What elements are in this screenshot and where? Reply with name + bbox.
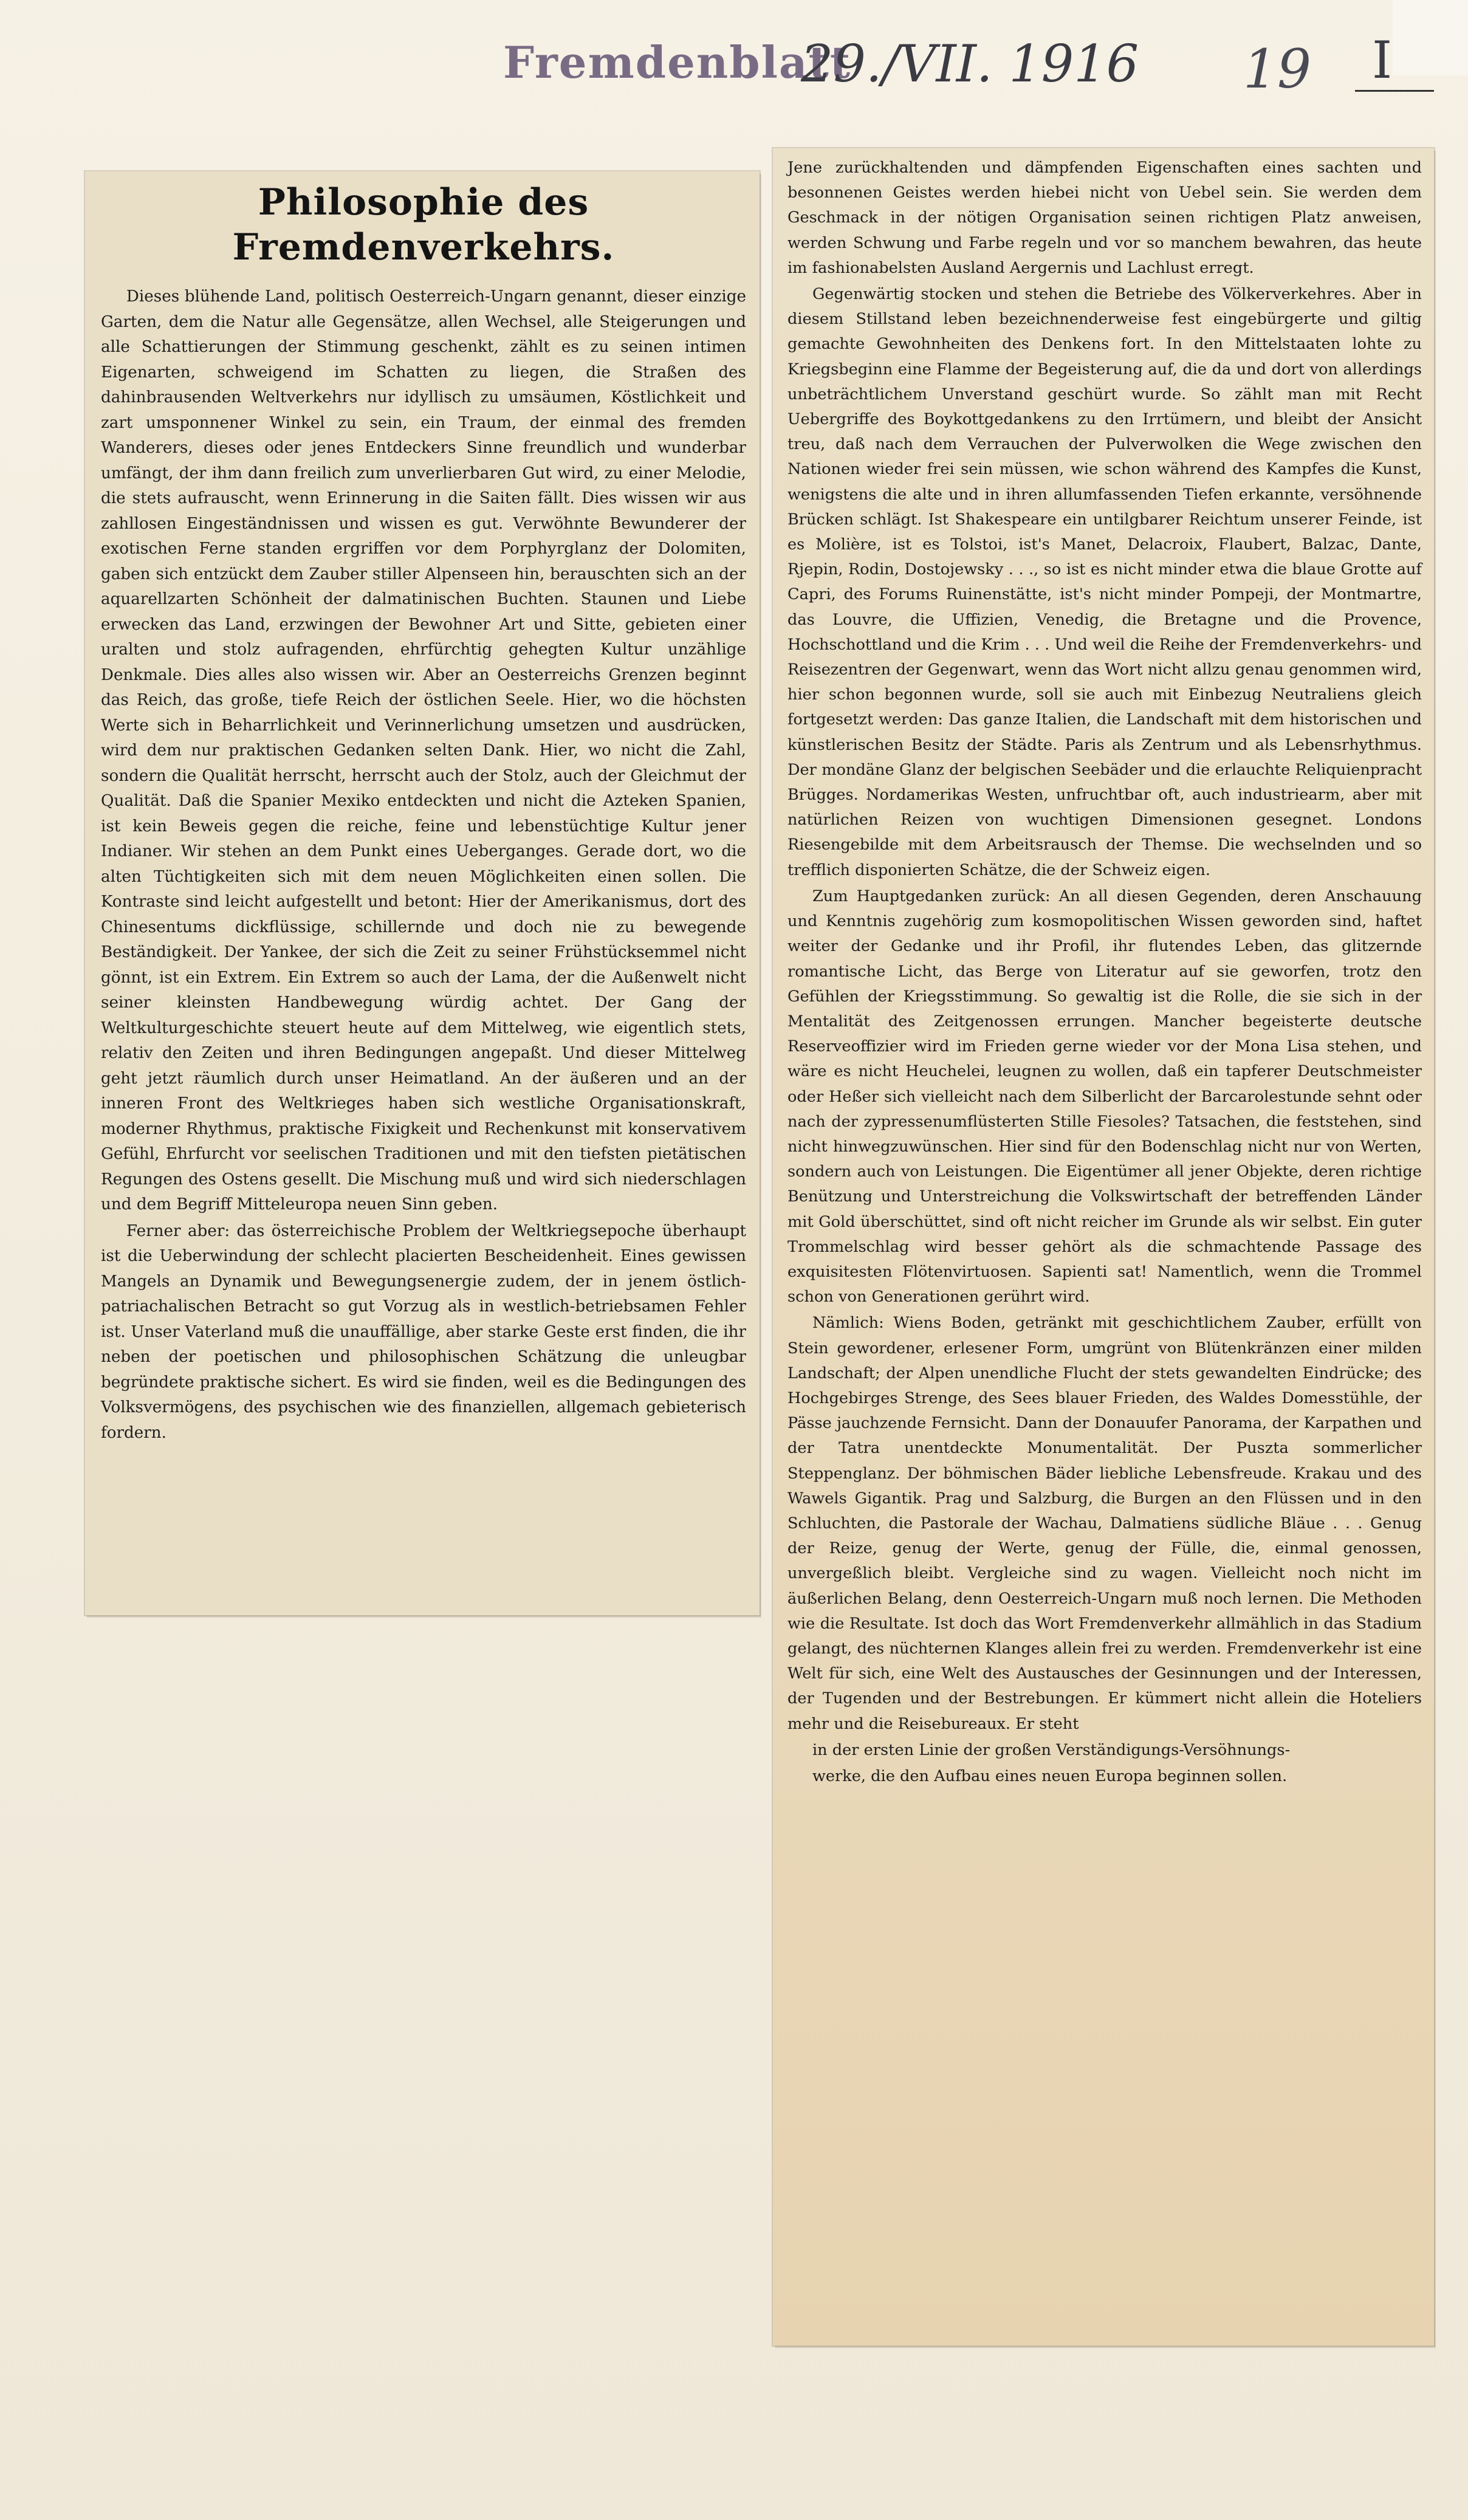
newspaper-stamp: Fremdenblatt xyxy=(503,36,852,88)
clipping-left-column xyxy=(85,171,760,1615)
article-title: Philosophie des Fremdenverkehrs. xyxy=(232,181,615,269)
closing-line: werke, die den Aufbau eines neuen Europa beginnen sollen. xyxy=(812,1767,1288,1785)
paragraph: Dieses blühende Land, politisch Oesterreich-Ungarn genannt, dieser einzige Garten, dem die Natur alle Gegensätze, allen Wechsel, alle Steigerungen und alle Schattierungen der Stimmung geschenkt, zählt es zu seinen intimen Eigenarten, schweigend im Schatten zu liegen, die Straßen des dahinbrausenden Weltverkehrs nur idyllisch zu umsäumen, Köstlichkeit und zart umsponnener Winkel zu sein, ein Traum, der einmal des fremden Wanderers, dieses oder jenes Entdeckers Sinne freundlich und wunderbar umfängt, der ihm dann freilich zum unverlierbaren Gut wird, zu einer Melodie, die stets aufrauscht, wenn Erinnerung in die Saiten fällt. Dies wissen wir aus zahllosen Eingeständnissen und wissen es gut. Verwöhnte Bewunderer der exotischen Ferne standen ergriffen vor dem Porphyrglanz der Dolomiten, gaben sich entzückt dem Zauber stiller Alpenseen hin, berauschten sich an der aquarellzarten Schönheit der dalmatinischen Buchten. Staunen und Liebe erwecken das Land, erzwingen der Bewohner Art und Sitte, gebieten einer uralten und stolz aufragenden, ehrfürchtig gehegten Kultur unzählige Denkmale. Dies alles also wissen wir. Aber an Oesterreichs Grenzen beginnt das Reich, das große, tiefe Reich der östlichen Seele. Hier, wo die höchsten Werte sich in Beharrlichkeit und Verinnerlichung umsetzen und ausdrücken, wird dem nur praktischen Gedanken selten Dank. Hier, wo nicht die Zahl, sondern die Qualität herrscht, herrscht auch der Stolz, auch der Gleichmut der Qualität. Daß die Spanier Mexiko entdeckten und nicht die Azteken Spanien, ist kein Beweis gegen die reiche, feine und lebenstüchtige Kultur jener Indianer. Wir stehen an dem Punkt eines Ueberganges. Gerade dort, wo die alten Tüchtigkeiten sich mit dem neuen Möglichkeiten einen sollen. Die Kontraste sind leicht aufgestellt und betont: Hier der Amerikanismus, dort des Chinesentums dickflüssige, schillernde und doch nie zu bewegende Beständigkeit. Der Yankee, der sich die Zeit zu seiner Frühstücksemmel nicht gönnt, ist ein Extrem. Ein Extrem so auch der Lama, der die Außenwelt nicht seiner kleinsten Handbewegung würdig achtet. Der Gang der Weltkulturgeschichte steuert heute auf dem Mittelweg, wie eigentlich stets, relativ den Zeiten und ihren Bedingungen angepaßt. Und dieser Mittelweg geht jetzt räumlich durch unser Heimatland. An der äußeren und an der inneren Front des Weltkrieges haben sich westliche Organisationskraft, moderner Rhythmus, praktische Fixigkeit und Rechenkunst mit konservativem Gefühl, Ehrfurcht vor seelischen Traditionen und mit den tiefsten pietätischen Regungen des Ostens gesellt. Die Mischung muß und wird sich niederschlagen und dem Begriff Mitteleuropa neuen Sinn geben. xyxy=(101,287,746,1214)
paragraph: Gegenwärtig stocken und stehen die Betriebe des Völkerverkehres. Aber in diesem Stillstand leben bezeichnenderweise fest eingebürgerte und giltig gemachte Gewohnheiten des Denkens fort. In den Mittelstaaten lohte zu Kriegsbeginn eine Flamme der Begeisterung auf, die da und dort von allerdings unbeträchtlichem Unverstand geschürt wurde. So zählt man mit Recht Uebergriffe des Boykottgedankens zu den Irrtümern, und bleibt der Ansicht treu, daß nach dem Verrauchen der Pulverwolken die Wege zwischen den Nationen wieder frei sein müssen, wie schon während des Kampfes die Kunst, wenigstens die alte und in ihren allumfassenden Tiefen erkannte, versöhnende Brücken schlägt. Ist Shakespeare ein untilgbarer Reichtum unserer Feinde, ist es Molière, ist es Tolstoi, ist's Manet, Delacroix, Flaubert, Balzac, Dante, Rjepin, Rodin, Dostojewsky . . ., so ist es nicht minder etwa die blaue Grotte auf Capri, des Forums Ruinenstätte, ist's nicht minder Pompeji, der Montmartre, das Louvre, die Uffizien, Venedig, die Bretagne und die Provence, Hochschottland und die Krim . . . Und weil die Reihe der Fremdenverkehrs- und Reisezentren der Gegenwart, wenn das Wort nicht allzu genau genommen wird, hier schon begonnen wurde, soll sie auch mit Einbezug Neutraliens gleich fortgesetzt werden: Das ganze Italien, die Landschaft mit dem historischen und künstlerischen Besitz der Städte. Paris als Zentrum und als Lebensrhythmus. Der mondäne Glanz der belgischen Seebäder und die erlauchte Reliquienpracht Brügges. Nordamerikas Westen, unfruchtbar oft, auch industriearm, aber mit natürlichen Reizen von wuchtigen Dimensionen gesegnet. Londons Riesengebilde mit dem Arbeitsrausch der Themse. Die wechselnden und so trefflich disponierten Schätze, die der Schweiz eigen. xyxy=(787,285,1422,879)
clipping-right-column xyxy=(773,148,1434,2346)
paragraph: Nämlich: Wiens Boden, getränkt mit geschichtlichem Zauber, erfüllt von Stein gewordener, erlesener Form, umgrünt von Blütenkränzen einer milden Landschaft; der Alpen unendliche Flucht der stets gewandelten Eindrücke; des Hochgebirges Strenge, des Sees blauer Frieden, des Waldes Domesstühle, der Pässe jauchzende Fernsicht. Dann der Donauufer Panorama, der Karpathen und der Tatra unentdeckte Monumentalität. Der Puszta sommerlicher Steppenglanz. Der böhmischen Bäder liebliche Lebensfreude. Krakau und des Wawels Gigantik. Prag und Salzburg, die Burgen an den Flüssen und in den Schluchten, die Pastorale der Wachau, Dalmatiens südliche Bläue . . . Genug der Reize, genug der Werte, genug der Fülle, die, einmal genossen, unvergeßlich bleibt. Vergleiche sind zu wagen. Vielleicht noch nicht im äußerlichen Belang, denn Oesterreich-Ungarn muß noch lernen. Die Methoden wie die Resultate. Ist doch das Wort Fremdenverkehr allmählich in das Stadium gelangt, des nüchternen Klanges allein frei zu werden. Fremdenverkehr ist eine Welt für sich, eine Welt des Austausches der Gesinnungen und der Interessen, der Tugenden und der Bestrebungen. Er kümmert nicht allein die Hoteliers mehr und die Reisebureaux. Er steht xyxy=(787,1314,1422,1733)
paragraph: Ferner aber: das österreichische Problem der Weltkriegsepoche überhaupt ist die Ueberwindung der schlecht placierten Bescheidenheit. Eines gewissen Mangels an Dynamik und Bewegungsenergie zudem, der in jenem östlich-patriachalischen Betracht so gut Vorzug als in westlich-betriebsamen Fehler ist. Unser Vaterland muß die unauffällige, aber starke Geste erst finden, die ihr neben der poetischen und philosophischen Schätzung die unleugbar begründete praktische sichert. Es wird sie finden, weil es die Bedingungen des Volksvermögens, des psychischen wie des finanziellen, allgemach gebieterisch fordern. xyxy=(101,1221,746,1442)
header-rule xyxy=(1355,90,1434,92)
folio-number: 19 xyxy=(1243,38,1311,100)
handwritten-date: 29./VII. 1916 xyxy=(801,34,1139,94)
roman-numeral: I xyxy=(1372,30,1393,90)
paragraph: Jene zurückhaltenden und dämpfenden Eigenschaften eines sachten und besonnenen Geistes werden hiebei nicht von Uebel sein. Sie werden dem Geschmack in der nötigen Organisation seinen richtigen Platz anweisen, werden Schwung und Farbe regeln und vor so manchem bewahren, das heute im fashionabelsten Ausland Aergernis und Lachlust erregt. xyxy=(787,159,1422,277)
paragraph: Zum Hauptgedanken zurück: An all diesen Gegenden, deren Anschauung und Kenntnis zugehörig zum kosmopolitischen Wissen geworden sind, haftet weiter der Gedanke und ihr Profil, ihr flutendes Leben, das glitzernde romantische Licht, das Berge von Literatur auf sie geworfen, trotz den Gefühlen der Kriegsstimmung. So gewaltig ist die Rolle, die sie sich in der Mentalität des Zeitgenossen errungen. Mancher begeisterte deutsche Reserveoffizier wird im Frieden gerne wieder vor der Mona Lisa stehen, und wäre es nicht Heuchelei, leugnen zu wollen, daß ein tapferer Deutschmeister oder Heßer sich vielleicht nach dem Silberlicht der Barcarolestunde sehnt oder nach der zypressenumflüsterten Stille Fiesoles? Tatsachen, die feststehen, sind nicht hinwegzuwünschen. Hier sind für den Bodenschlag nicht nur von Werten, sondern auch von Leistungen. Die Eigentümer all jener Objekte, deren richtige Benützung und Unterstreichung die Volkswirtschaft der betreffenden Länder mit Gold überschüttet, sind oft nicht reicher im Grunde als wir selbst. Ein guter Trommelschlag wird besser gehört als die schmachtende Passage des exquisitesten Flötenvirtuosen. Sapienti sat! Namentlich, wenn die Trommel schon von Generationen gerührt wird. xyxy=(787,887,1422,1306)
sheet-corner xyxy=(1393,0,1468,75)
closing-large-line: in der ersten Linie der großen Verständigungs-Versöhnungs- xyxy=(812,1740,1291,1759)
